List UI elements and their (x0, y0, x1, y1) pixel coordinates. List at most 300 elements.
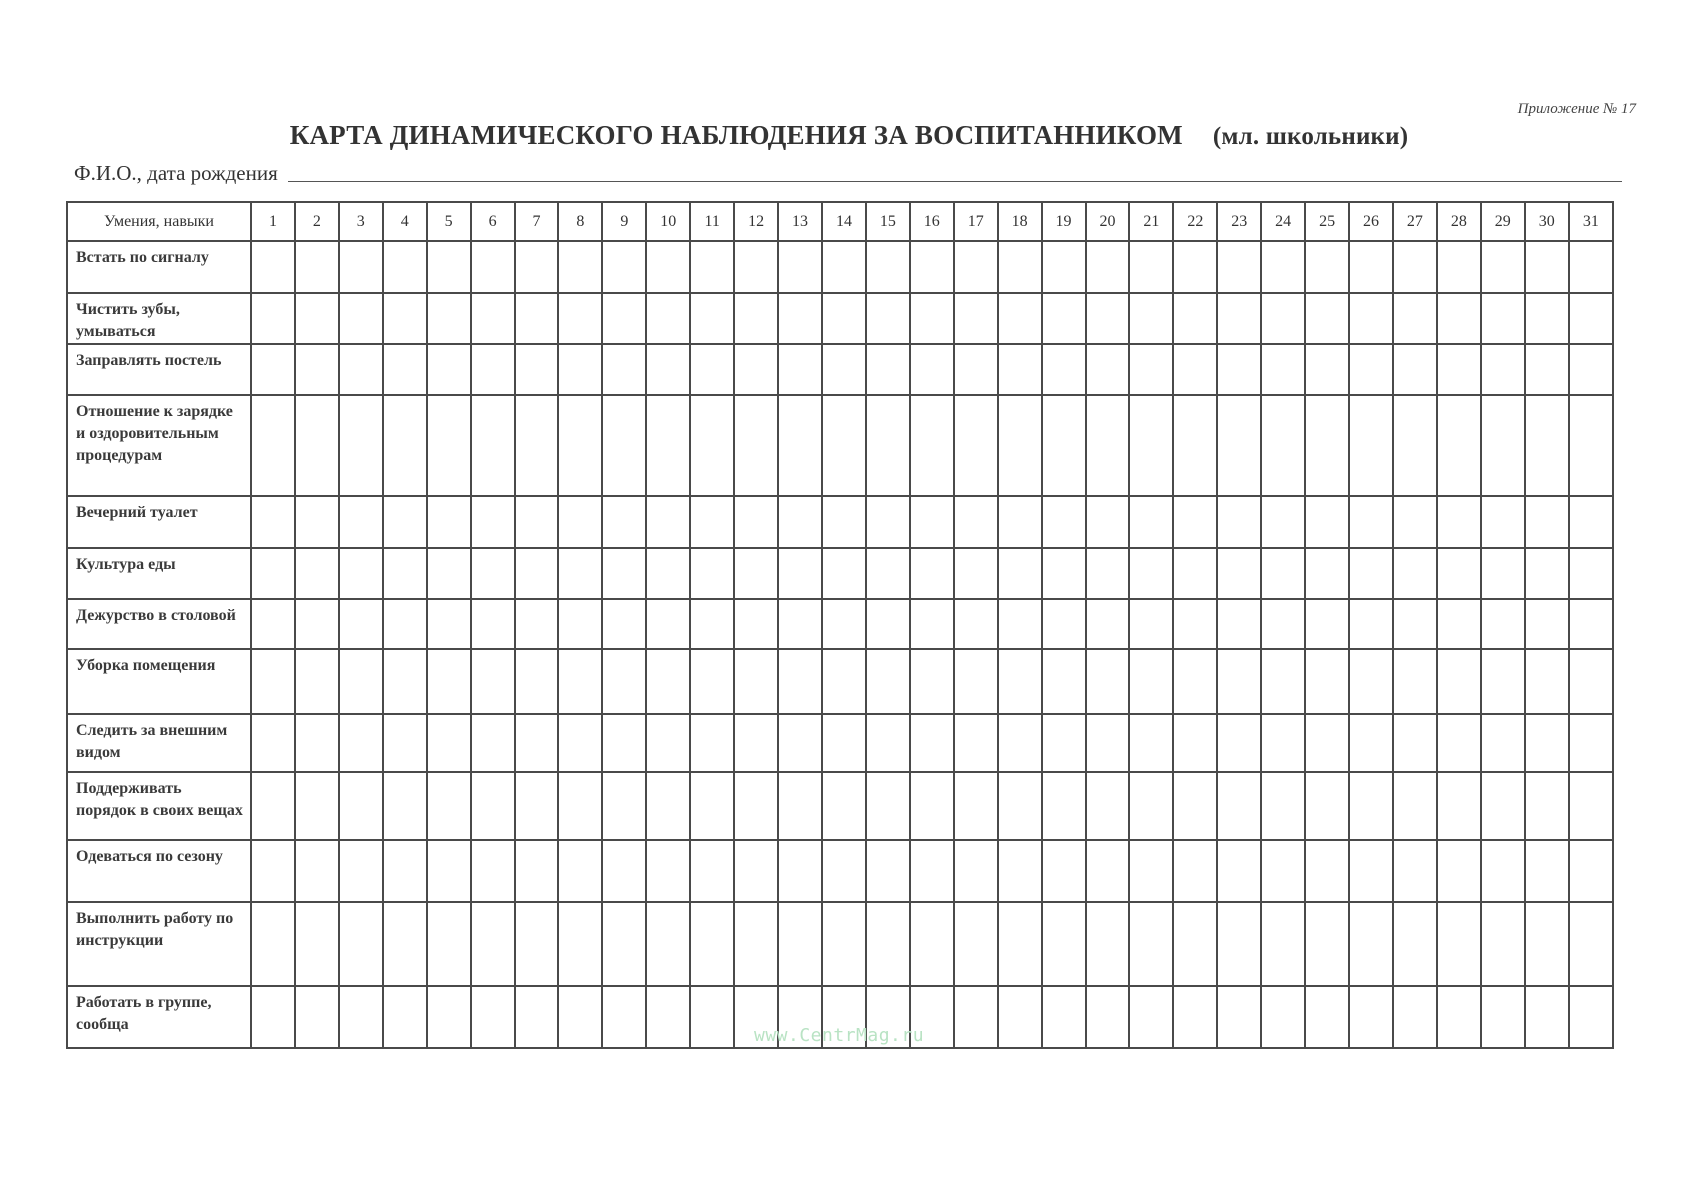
observation-cell[interactable] (1525, 599, 1569, 649)
observation-cell[interactable] (251, 902, 295, 986)
observation-cell[interactable] (1261, 241, 1305, 293)
observation-cell[interactable] (558, 840, 602, 902)
observation-cell[interactable] (998, 649, 1042, 714)
observation-cell[interactable] (778, 714, 822, 772)
observation-cell[interactable] (1349, 548, 1393, 599)
observation-cell[interactable] (427, 772, 471, 840)
observation-cell[interactable] (251, 986, 295, 1048)
observation-cell[interactable] (690, 241, 734, 293)
observation-cell[interactable] (910, 548, 954, 599)
observation-cell[interactable] (295, 293, 339, 344)
observation-cell[interactable] (471, 840, 515, 902)
observation-cell[interactable] (427, 395, 471, 496)
observation-cell[interactable] (339, 548, 383, 599)
observation-cell[interactable] (1173, 344, 1217, 395)
observation-cell[interactable] (515, 986, 559, 1048)
observation-cell[interactable] (1437, 714, 1481, 772)
observation-cell[interactable] (822, 714, 866, 772)
observation-cell[interactable] (954, 496, 998, 548)
observation-cell[interactable] (954, 649, 998, 714)
observation-cell[interactable] (1129, 649, 1173, 714)
observation-cell[interactable] (998, 496, 1042, 548)
observation-cell[interactable] (1305, 840, 1349, 902)
observation-cell[interactable] (646, 344, 690, 395)
observation-cell[interactable] (1569, 395, 1613, 496)
observation-cell[interactable] (471, 344, 515, 395)
observation-cell[interactable] (295, 649, 339, 714)
observation-cell[interactable] (646, 395, 690, 496)
observation-cell[interactable] (339, 772, 383, 840)
observation-cell[interactable] (1042, 548, 1086, 599)
observation-cell[interactable] (1437, 548, 1481, 599)
observation-cell[interactable] (1525, 496, 1569, 548)
observation-cell[interactable] (998, 714, 1042, 772)
observation-cell[interactable] (1349, 395, 1393, 496)
observation-cell[interactable] (251, 395, 295, 496)
observation-cell[interactable] (822, 344, 866, 395)
observation-cell[interactable] (515, 772, 559, 840)
observation-cell[interactable] (1349, 496, 1393, 548)
observation-cell[interactable] (1217, 293, 1261, 344)
observation-cell[interactable] (339, 714, 383, 772)
observation-cell[interactable] (1481, 293, 1525, 344)
observation-cell[interactable] (383, 714, 427, 772)
observation-cell[interactable] (954, 548, 998, 599)
observation-cell[interactable] (1305, 649, 1349, 714)
observation-cell[interactable] (1217, 599, 1261, 649)
observation-cell[interactable] (734, 649, 778, 714)
observation-cell[interactable] (1305, 293, 1349, 344)
observation-cell[interactable] (734, 241, 778, 293)
observation-cell[interactable] (1437, 772, 1481, 840)
observation-cell[interactable] (471, 293, 515, 344)
observation-cell[interactable] (1393, 344, 1437, 395)
observation-cell[interactable] (646, 714, 690, 772)
observation-cell[interactable] (910, 772, 954, 840)
observation-cell[interactable] (1481, 902, 1525, 986)
observation-cell[interactable] (998, 241, 1042, 293)
observation-cell[interactable] (558, 241, 602, 293)
observation-cell[interactable] (910, 241, 954, 293)
observation-cell[interactable] (1129, 902, 1173, 986)
observation-cell[interactable] (1173, 902, 1217, 986)
observation-cell[interactable] (1129, 241, 1173, 293)
observation-cell[interactable] (295, 772, 339, 840)
observation-cell[interactable] (866, 902, 910, 986)
observation-cell[interactable] (866, 599, 910, 649)
observation-cell[interactable] (339, 293, 383, 344)
observation-cell[interactable] (383, 344, 427, 395)
observation-cell[interactable] (558, 902, 602, 986)
observation-cell[interactable] (1569, 293, 1613, 344)
observation-cell[interactable] (1217, 986, 1261, 1048)
observation-cell[interactable] (471, 902, 515, 986)
observation-cell[interactable] (427, 714, 471, 772)
observation-cell[interactable] (1173, 714, 1217, 772)
observation-cell[interactable] (1261, 344, 1305, 395)
observation-cell[interactable] (822, 772, 866, 840)
observation-cell[interactable] (1481, 772, 1525, 840)
observation-cell[interactable] (1042, 986, 1086, 1048)
observation-cell[interactable] (1086, 772, 1130, 840)
observation-cell[interactable] (515, 599, 559, 649)
observation-cell[interactable] (910, 649, 954, 714)
observation-cell[interactable] (646, 772, 690, 840)
observation-cell[interactable] (1217, 241, 1261, 293)
observation-cell[interactable] (383, 548, 427, 599)
observation-cell[interactable] (558, 649, 602, 714)
observation-cell[interactable] (295, 986, 339, 1048)
observation-cell[interactable] (471, 772, 515, 840)
observation-cell[interactable] (1437, 986, 1481, 1048)
observation-cell[interactable] (646, 599, 690, 649)
observation-cell[interactable] (1525, 902, 1569, 986)
observation-cell[interactable] (1129, 714, 1173, 772)
observation-cell[interactable] (471, 986, 515, 1048)
observation-cell[interactable] (251, 840, 295, 902)
observation-cell[interactable] (295, 902, 339, 986)
observation-cell[interactable] (515, 840, 559, 902)
observation-cell[interactable] (1525, 241, 1569, 293)
observation-cell[interactable] (998, 293, 1042, 344)
observation-cell[interactable] (602, 649, 646, 714)
observation-cell[interactable] (1261, 548, 1305, 599)
observation-cell[interactable] (251, 772, 295, 840)
observation-cell[interactable] (427, 649, 471, 714)
observation-cell[interactable] (427, 344, 471, 395)
observation-cell[interactable] (1173, 772, 1217, 840)
observation-cell[interactable] (1173, 840, 1217, 902)
observation-cell[interactable] (1393, 293, 1437, 344)
observation-cell[interactable] (1569, 772, 1613, 840)
observation-cell[interactable] (1481, 714, 1525, 772)
observation-cell[interactable] (778, 599, 822, 649)
observation-cell[interactable] (602, 241, 646, 293)
observation-cell[interactable] (1349, 902, 1393, 986)
observation-cell[interactable] (558, 548, 602, 599)
observation-cell[interactable] (998, 902, 1042, 986)
observation-cell[interactable] (734, 496, 778, 548)
observation-cell[interactable] (1217, 548, 1261, 599)
observation-cell[interactable] (295, 840, 339, 902)
observation-cell[interactable] (339, 241, 383, 293)
observation-cell[interactable] (954, 344, 998, 395)
observation-cell[interactable] (383, 902, 427, 986)
observation-cell[interactable] (1525, 395, 1569, 496)
observation-cell[interactable] (822, 548, 866, 599)
observation-cell[interactable] (954, 902, 998, 986)
observation-cell[interactable] (998, 772, 1042, 840)
observation-cell[interactable] (1393, 772, 1437, 840)
observation-cell[interactable] (954, 241, 998, 293)
observation-cell[interactable] (1393, 395, 1437, 496)
observation-cell[interactable] (1393, 496, 1437, 548)
observation-cell[interactable] (558, 714, 602, 772)
observation-cell[interactable] (734, 772, 778, 840)
observation-cell[interactable] (1305, 395, 1349, 496)
observation-cell[interactable] (1129, 772, 1173, 840)
observation-cell[interactable] (339, 840, 383, 902)
observation-cell[interactable] (734, 293, 778, 344)
observation-cell[interactable] (734, 344, 778, 395)
observation-cell[interactable] (515, 241, 559, 293)
observation-cell[interactable] (1217, 344, 1261, 395)
observation-cell[interactable] (690, 599, 734, 649)
observation-cell[interactable] (471, 714, 515, 772)
observation-cell[interactable] (602, 986, 646, 1048)
observation-cell[interactable] (1437, 840, 1481, 902)
observation-cell[interactable] (1437, 496, 1481, 548)
observation-cell[interactable] (822, 395, 866, 496)
observation-cell[interactable] (1217, 649, 1261, 714)
observation-cell[interactable] (778, 902, 822, 986)
observation-cell[interactable] (339, 344, 383, 395)
observation-cell[interactable] (1042, 496, 1086, 548)
observation-cell[interactable] (295, 599, 339, 649)
observation-cell[interactable] (1481, 395, 1525, 496)
observation-cell[interactable] (471, 599, 515, 649)
observation-cell[interactable] (1261, 293, 1305, 344)
observation-cell[interactable] (822, 496, 866, 548)
observation-cell[interactable] (295, 496, 339, 548)
observation-cell[interactable] (427, 599, 471, 649)
observation-cell[interactable] (1129, 986, 1173, 1048)
observation-cell[interactable] (1042, 599, 1086, 649)
observation-cell[interactable] (1042, 649, 1086, 714)
observation-cell[interactable] (1349, 714, 1393, 772)
observation-cell[interactable] (778, 241, 822, 293)
observation-cell[interactable] (1525, 548, 1569, 599)
observation-cell[interactable] (1481, 344, 1525, 395)
observation-cell[interactable] (427, 241, 471, 293)
observation-cell[interactable] (954, 772, 998, 840)
observation-cell[interactable] (427, 902, 471, 986)
observation-cell[interactable] (1349, 599, 1393, 649)
observation-cell[interactable] (1173, 293, 1217, 344)
observation-cell[interactable] (1129, 548, 1173, 599)
observation-cell[interactable] (1305, 772, 1349, 840)
observation-cell[interactable] (1129, 840, 1173, 902)
observation-cell[interactable] (1525, 344, 1569, 395)
observation-cell[interactable] (822, 840, 866, 902)
observation-cell[interactable] (734, 902, 778, 986)
observation-cell[interactable] (866, 840, 910, 902)
observation-cell[interactable] (866, 649, 910, 714)
observation-cell[interactable] (383, 986, 427, 1048)
observation-cell[interactable] (1569, 902, 1613, 986)
observation-cell[interactable] (1305, 986, 1349, 1048)
observation-cell[interactable] (1217, 772, 1261, 840)
observation-cell[interactable] (1437, 395, 1481, 496)
observation-cell[interactable] (1086, 293, 1130, 344)
observation-cell[interactable] (1393, 548, 1437, 599)
observation-cell[interactable] (558, 496, 602, 548)
observation-cell[interactable] (998, 599, 1042, 649)
observation-cell[interactable] (383, 241, 427, 293)
observation-cell[interactable] (690, 714, 734, 772)
observation-cell[interactable] (1393, 840, 1437, 902)
observation-cell[interactable] (954, 599, 998, 649)
observation-cell[interactable] (1525, 649, 1569, 714)
observation-cell[interactable] (383, 496, 427, 548)
observation-cell[interactable] (822, 902, 866, 986)
observation-cell[interactable] (1481, 241, 1525, 293)
observation-cell[interactable] (954, 293, 998, 344)
observation-cell[interactable] (602, 772, 646, 840)
observation-cell[interactable] (1525, 714, 1569, 772)
observation-cell[interactable] (646, 241, 690, 293)
observation-cell[interactable] (1217, 714, 1261, 772)
observation-cell[interactable] (427, 840, 471, 902)
observation-cell[interactable] (1173, 496, 1217, 548)
observation-cell[interactable] (910, 599, 954, 649)
observation-cell[interactable] (1086, 599, 1130, 649)
observation-cell[interactable] (1042, 714, 1086, 772)
observation-cell[interactable] (602, 840, 646, 902)
observation-cell[interactable] (1129, 293, 1173, 344)
observation-cell[interactable] (998, 344, 1042, 395)
observation-cell[interactable] (866, 548, 910, 599)
observation-cell[interactable] (295, 714, 339, 772)
observation-cell[interactable] (1173, 241, 1217, 293)
observation-cell[interactable] (646, 548, 690, 599)
observation-cell[interactable] (1305, 714, 1349, 772)
observation-cell[interactable] (998, 395, 1042, 496)
observation-cell[interactable] (910, 293, 954, 344)
observation-cell[interactable] (734, 714, 778, 772)
observation-cell[interactable] (778, 344, 822, 395)
observation-cell[interactable] (1086, 840, 1130, 902)
observation-cell[interactable] (1305, 496, 1349, 548)
observation-cell[interactable] (251, 344, 295, 395)
observation-cell[interactable] (558, 986, 602, 1048)
observation-cell[interactable] (1437, 241, 1481, 293)
observation-cell[interactable] (998, 840, 1042, 902)
observation-cell[interactable] (866, 772, 910, 840)
observation-cell[interactable] (1349, 986, 1393, 1048)
observation-cell[interactable] (558, 344, 602, 395)
observation-cell[interactable] (471, 496, 515, 548)
observation-cell[interactable] (1217, 395, 1261, 496)
observation-cell[interactable] (690, 395, 734, 496)
observation-cell[interactable] (1569, 344, 1613, 395)
observation-cell[interactable] (1261, 772, 1305, 840)
observation-cell[interactable] (1173, 548, 1217, 599)
observation-cell[interactable] (646, 496, 690, 548)
observation-cell[interactable] (471, 241, 515, 293)
observation-cell[interactable] (646, 293, 690, 344)
observation-cell[interactable] (1349, 344, 1393, 395)
observation-cell[interactable] (1086, 496, 1130, 548)
observation-cell[interactable] (1086, 548, 1130, 599)
observation-cell[interactable] (1525, 840, 1569, 902)
observation-cell[interactable] (1305, 548, 1349, 599)
observation-cell[interactable] (734, 548, 778, 599)
observation-cell[interactable] (602, 714, 646, 772)
observation-cell[interactable] (383, 649, 427, 714)
observation-cell[interactable] (1217, 902, 1261, 986)
observation-cell[interactable] (1569, 599, 1613, 649)
observation-cell[interactable] (1481, 986, 1525, 1048)
observation-cell[interactable] (1261, 496, 1305, 548)
observation-cell[interactable] (1481, 496, 1525, 548)
observation-cell[interactable] (251, 714, 295, 772)
observation-cell[interactable] (558, 599, 602, 649)
observation-cell[interactable] (339, 599, 383, 649)
observation-cell[interactable] (734, 395, 778, 496)
observation-cell[interactable] (1261, 714, 1305, 772)
observation-cell[interactable] (1042, 772, 1086, 840)
observation-cell[interactable] (690, 293, 734, 344)
observation-cell[interactable] (1305, 902, 1349, 986)
observation-cell[interactable] (734, 840, 778, 902)
observation-cell[interactable] (602, 599, 646, 649)
observation-cell[interactable] (1086, 714, 1130, 772)
observation-cell[interactable] (1569, 496, 1613, 548)
observation-cell[interactable] (251, 241, 295, 293)
observation-cell[interactable] (1349, 293, 1393, 344)
observation-cell[interactable] (1569, 241, 1613, 293)
observation-cell[interactable] (646, 649, 690, 714)
observation-cell[interactable] (1481, 840, 1525, 902)
observation-cell[interactable] (1305, 344, 1349, 395)
observation-cell[interactable] (690, 902, 734, 986)
observation-cell[interactable] (558, 293, 602, 344)
observation-cell[interactable] (1042, 293, 1086, 344)
observation-cell[interactable] (1525, 772, 1569, 840)
observation-cell[interactable] (1261, 902, 1305, 986)
observation-cell[interactable] (1437, 293, 1481, 344)
observation-cell[interactable] (910, 902, 954, 986)
observation-cell[interactable] (778, 293, 822, 344)
observation-cell[interactable] (822, 293, 866, 344)
observation-cell[interactable] (1261, 840, 1305, 902)
observation-cell[interactable] (1261, 986, 1305, 1048)
observation-cell[interactable] (1173, 649, 1217, 714)
observation-cell[interactable] (471, 649, 515, 714)
observation-cell[interactable] (251, 293, 295, 344)
observation-cell[interactable] (383, 395, 427, 496)
observation-cell[interactable] (1525, 293, 1569, 344)
observation-cell[interactable] (866, 496, 910, 548)
observation-cell[interactable] (1042, 344, 1086, 395)
observation-cell[interactable] (1349, 840, 1393, 902)
observation-cell[interactable] (1393, 986, 1437, 1048)
observation-cell[interactable] (339, 902, 383, 986)
observation-cell[interactable] (1129, 599, 1173, 649)
observation-cell[interactable] (646, 986, 690, 1048)
observation-cell[interactable] (910, 840, 954, 902)
observation-cell[interactable] (1173, 986, 1217, 1048)
observation-cell[interactable] (998, 986, 1042, 1048)
observation-cell[interactable] (427, 293, 471, 344)
observation-cell[interactable] (515, 293, 559, 344)
observation-cell[interactable] (1569, 840, 1613, 902)
observation-cell[interactable] (339, 986, 383, 1048)
observation-cell[interactable] (1393, 902, 1437, 986)
observation-cell[interactable] (1349, 649, 1393, 714)
observation-cell[interactable] (1042, 241, 1086, 293)
observation-cell[interactable] (251, 649, 295, 714)
observation-cell[interactable] (1525, 986, 1569, 1048)
observation-cell[interactable] (1437, 599, 1481, 649)
observation-cell[interactable] (778, 840, 822, 902)
observation-cell[interactable] (515, 395, 559, 496)
observation-cell[interactable] (471, 548, 515, 599)
observation-cell[interactable] (1393, 241, 1437, 293)
observation-cell[interactable] (778, 649, 822, 714)
observation-cell[interactable] (1086, 649, 1130, 714)
